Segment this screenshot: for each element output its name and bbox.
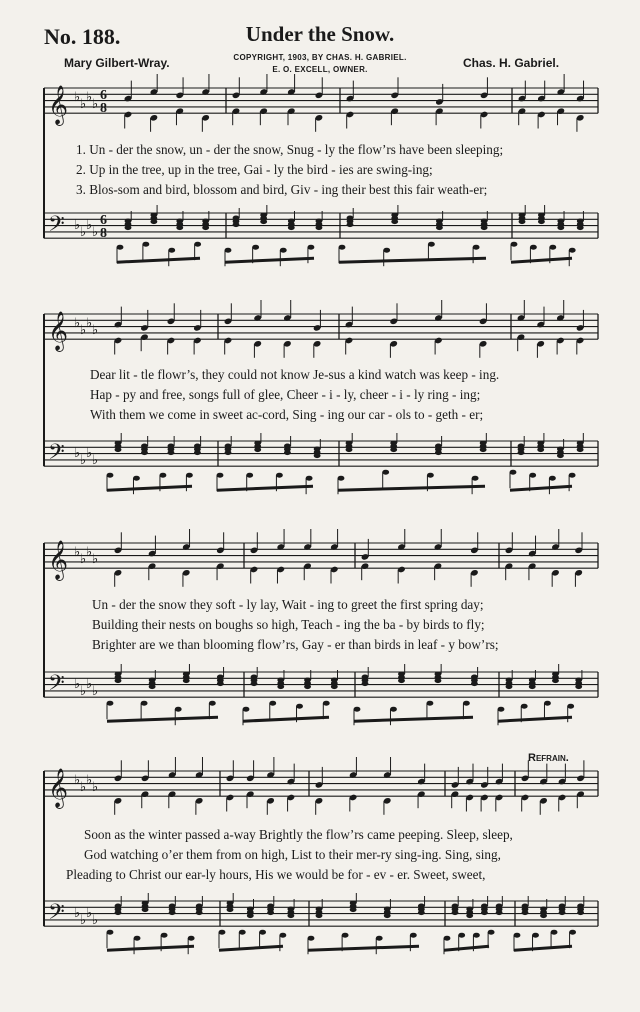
note-head [444,936,451,941]
note-head [115,447,122,452]
note-head [557,225,564,230]
flat-icon: ♭ [80,322,87,338]
note-head [225,248,232,253]
note-head [390,707,397,712]
note-head [410,933,417,938]
note-head [522,910,529,915]
note-head [107,473,114,478]
note-beam [217,486,313,490]
note-head [186,473,193,478]
flat-icon: ♭ [92,452,99,468]
bass-clef-icon: 𝄢 [48,440,65,471]
note-head [383,248,390,253]
flat-icon: ♭ [74,446,81,462]
flat-icon: ♭ [86,316,93,332]
note-head [160,473,167,478]
note-head [577,910,584,915]
lyric-s1-v1: 1. Un - der the snow, un - der the snow, Snug - ly the flow’rs have been sleeping; [76,142,504,157]
note-head [175,707,182,712]
flat-icon: ♭ [74,773,81,789]
note-head [511,242,518,247]
flat-icon: ♭ [86,773,93,789]
note-head [134,936,141,941]
note-head [277,684,284,689]
note-head [435,678,442,683]
flat-icon: ♭ [80,452,87,468]
copyright-line-2: E. O. EXCELL, OWNER. [272,65,368,74]
treble-clef-icon: 𝄞 [48,540,69,581]
flat-icon: ♭ [74,545,81,561]
note-head [529,684,536,689]
note-head [304,684,311,689]
note-head [247,913,254,918]
note-head [217,681,224,686]
note-head [161,933,168,938]
note-head [133,476,140,481]
note-beam [514,946,572,950]
note-head [194,242,201,247]
note-head [251,681,258,686]
note-beam [510,486,572,490]
note-head [472,476,479,481]
note-head [125,225,132,230]
hymn-title: Under the Snow. [245,22,395,46]
note-beam [107,717,218,721]
note-head [480,447,487,452]
note-head [466,913,473,918]
note-head [227,907,234,912]
note-head [569,930,576,935]
note-head [150,219,157,224]
note-head [458,933,465,938]
refrain-label: Refrain. [528,752,569,764]
note-head [521,704,528,709]
note-head [225,450,232,455]
note-head [538,219,545,224]
lyricist-credit: Mary Gilbert-Wray. [64,56,170,70]
flat-icon: ♭ [80,683,87,699]
note-head [168,248,175,253]
note-head [267,910,274,915]
flat-icon: ♭ [86,677,93,693]
lyric-s4-v3: Pleading to Christ our ear-ly hours, His we would be for - ev - er. Sweet, sweet, [66,867,486,882]
flat-icon: ♭ [80,912,87,928]
note-head [308,245,315,250]
note-head [142,907,149,912]
note-head [575,684,582,689]
note-head [314,453,321,458]
note-head [306,476,313,481]
note-head [496,910,503,915]
note-head [254,447,261,452]
lyric-s3-v3: Brighter are we than blooming flow’rs, Gay - er than birds in leaf - y bow’rs; [92,637,499,652]
flat-icon: ♭ [92,683,99,699]
note-head [209,701,216,706]
note-head [382,470,389,475]
note-head [577,447,584,452]
note-head [552,678,559,683]
note-beam [117,258,200,262]
note-head [473,245,480,250]
note-head [549,245,556,250]
bass-clef-icon: 𝄢 [48,671,65,702]
note-beam [225,258,314,262]
note-head [498,707,505,712]
flat-icon: ♭ [80,551,87,567]
note-head [569,248,576,253]
note-head [202,225,209,230]
note-head [149,684,156,689]
note-head [518,450,525,455]
time-signature-bottom: 8 [100,101,107,116]
flat-icon: ♭ [92,224,99,240]
flat-icon: ♭ [74,218,81,234]
hymn-number: No. 188. [44,24,121,49]
note-head [233,222,240,227]
note-head [107,701,114,706]
note-head [427,701,434,706]
notation-system-1 [44,74,598,954]
treble-clef-icon: 𝄞 [48,85,69,126]
note-head [141,450,148,455]
note-head [551,930,558,935]
note-head [481,225,488,230]
lyric-s4-v2: God watching o’er them from on high, List to their mer-ry sing-ing. Sing, sing, [84,847,501,862]
flat-icon: ♭ [86,90,93,106]
note-head [169,910,176,915]
note-head [246,473,253,478]
note-beam [107,946,194,950]
note-head [107,930,114,935]
note-head [217,473,224,478]
flat-icon: ♭ [92,912,99,928]
note-head [279,933,286,938]
flat-icon: ♭ [92,551,99,567]
note-head [259,930,266,935]
note-beam [219,946,283,950]
time-signature-top: 6 [100,213,107,228]
note-head [529,473,536,478]
note-head [481,910,488,915]
note-head [436,225,443,230]
note-head [260,219,267,224]
note-head [276,473,283,478]
note-head [350,907,357,912]
composer-credit: Chas. H. Gabriel. [463,56,560,70]
lyric-s2-v3: With them we come in sweet ac-cord, Sing - ing our car - ols to - geth - er; [90,407,484,422]
note-head [537,447,544,452]
note-head [243,707,250,712]
note-head [331,684,338,689]
note-head [362,681,369,686]
note-head [471,681,478,686]
note-head [473,933,480,938]
note-beam [107,486,192,490]
note-head [284,450,291,455]
note-head [549,476,556,481]
bass-clef-icon: 𝄢 [48,212,65,243]
note-head [391,219,398,224]
note-head [435,450,442,455]
note-head [540,913,547,918]
flat-icon: ♭ [92,779,99,795]
note-head [296,704,303,709]
note-head [510,470,517,475]
flat-icon: ♭ [86,446,93,462]
note-head [219,930,226,935]
note-beam [498,717,572,721]
flat-icon: ♭ [86,545,93,561]
note-head [398,678,405,683]
flat-icon: ♭ [74,90,81,106]
note-head [452,910,459,915]
treble-clef-icon: 𝄞 [48,311,69,352]
note-head [532,933,539,938]
note-head [183,678,190,683]
note-head [252,245,259,250]
note-head [188,936,195,941]
flat-icon: ♭ [86,218,93,234]
note-beam [511,258,572,262]
note-head [506,684,513,689]
note-head [196,910,203,915]
note-head [530,245,537,250]
note-beam [444,946,489,950]
note-head [390,447,397,452]
flat-icon: ♭ [92,322,99,338]
lyric-s2-v2: Hap - py and free, songs full of glee, Cheer - i - ly, cheer - i - ly ring - ing; [90,387,481,402]
lyric-s3-v1: Un - der the snow they soft - ly lay, Wait - ing to greet the first spring day; [92,597,484,612]
note-head [117,245,124,250]
lyric-s1-v3: 3. Blos-som and bird, blossom and bird, Giv - ing their best this fair weath-er; [76,182,488,197]
note-head [567,704,574,709]
note-head [427,473,434,478]
note-head [316,913,323,918]
note-head [346,447,353,452]
note-head [141,701,148,706]
note-beam [243,717,329,721]
note-head [176,225,183,230]
note-head [557,453,564,458]
note-head [115,678,122,683]
lyric-s4-v1: Soon as the winter passed a-way Brightly the flow’rs came peeping. Sleep, sleep, [84,827,513,842]
flat-icon: ♭ [80,224,87,240]
note-head [115,910,122,915]
note-head [168,450,175,455]
note-beam [354,717,473,721]
note-head [488,930,495,935]
note-beam [338,486,485,490]
bass-clef-icon: 𝄢 [48,900,65,931]
note-head [418,910,425,915]
note-head [544,701,551,706]
note-beam [308,946,419,950]
note-head [342,933,349,938]
note-head [308,936,315,941]
flat-icon: ♭ [80,96,87,112]
note-head [559,910,566,915]
note-head [347,222,354,227]
note-head [519,219,526,224]
note-beam [339,258,486,262]
note-head [339,245,346,250]
lyric-s3-v2: Building their nests on boughs so high, Teach - ing the ba - by birds to fly; [92,617,485,632]
note-head [269,701,276,706]
time-signature-bottom: 8 [100,226,107,241]
note-head [280,248,287,253]
note-head [316,225,323,230]
note-head [463,701,470,706]
treble-clef-icon: 𝄞 [48,768,69,809]
lyric-s2-v1: Dear lit - tle flowr’s, they could not know Je-sus a kind watch was keep - ing. [90,367,500,382]
note-head [239,930,246,935]
note-head [287,913,294,918]
lyric-s1-v2: 2. Up in the tree, up in the tree, Gai - ly the bird - ies are swing-ing; [76,162,433,177]
note-head [514,933,521,938]
flat-icon: ♭ [86,906,93,922]
note-head [194,450,201,455]
flat-icon: ♭ [74,316,81,332]
note-head [354,707,361,712]
note-head [428,242,435,247]
flat-icon: ♭ [74,906,81,922]
flat-icon: ♭ [80,779,87,795]
note-head [142,242,149,247]
flat-icon: ♭ [74,677,81,693]
note-head [577,225,584,230]
note-head [338,476,345,481]
note-head [569,473,576,478]
note-head [288,225,295,230]
note-head [323,701,330,706]
flat-icon: ♭ [92,96,99,112]
time-signature-top: 6 [100,88,107,103]
note-head [384,913,391,918]
copyright-line-1: COPYRIGHT, 1903, BY CHAS. H. GABRIEL. [233,53,407,62]
note-head [376,936,383,941]
